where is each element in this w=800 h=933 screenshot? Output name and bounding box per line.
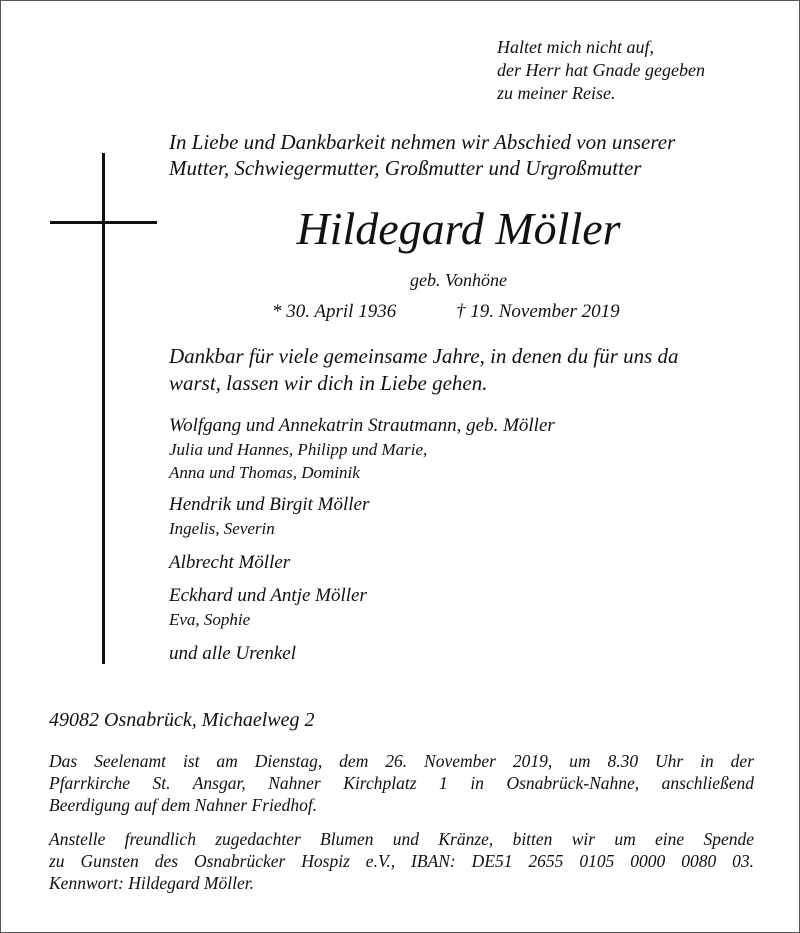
family-children: Julia und Hannes, Philipp und Marie, bbox=[169, 440, 428, 459]
motto-line: der Herr hat Gnade gegeben bbox=[497, 60, 705, 80]
donation-line: Anstelle freundlich zugedachter Blumen und Kränze, bitten wir um eine Spende bbox=[49, 829, 754, 849]
intro-text bbox=[169, 129, 675, 181]
family-name: Wolfgang und Annekatrin Strautmann, geb. Möller bbox=[169, 415, 555, 436]
family-children: Eva, Sophie bbox=[169, 610, 251, 629]
motto-verse bbox=[497, 36, 705, 105]
service-line: Beerdigung auf dem Nahner Friedhof. bbox=[49, 795, 318, 815]
mourners-list bbox=[169, 413, 555, 666]
intro-line: Mutter, Schwiegermutter, Großmutter und Urgroßmutter bbox=[169, 156, 642, 180]
motto-line: Haltet mich nicht auf, bbox=[497, 37, 654, 57]
deceased-name: Hildegard Möller bbox=[296, 203, 621, 254]
mourning-address: 49082 Osnabrück, Michaelweg 2 bbox=[49, 709, 315, 731]
farewell-text bbox=[169, 343, 679, 397]
family-name: Hendrik und Birgit Möller bbox=[169, 494, 370, 515]
family-name: Albrecht Möller bbox=[169, 552, 291, 573]
donation-line: zu Gunsten des Osnabrücker Hospiz e.V., IBAN: DE51 2655 0105 0000 0080 03. bbox=[49, 851, 754, 871]
birth-date: * 30. April 1936 bbox=[272, 301, 397, 322]
farewell-line: warst, lassen wir dich in Liebe gehen. bbox=[169, 371, 488, 395]
family-group bbox=[169, 492, 555, 540]
service-line: Das Seelenamt ist am Dienstag, dem 26. November 2019, um 8.30 Uhr in der bbox=[49, 751, 754, 771]
family-group bbox=[169, 550, 555, 575]
family-children: Anna und Thomas, Dominik bbox=[169, 463, 360, 482]
born-name: geb. Vonhöne bbox=[410, 270, 507, 290]
service-line: Pfarrkirche St. Ansgar, Nahner Kirchplatz 1 in Osnabrück-Nahne, anschließend bbox=[49, 773, 754, 793]
family-children: Ingelis, Severin bbox=[169, 519, 275, 538]
family-group bbox=[169, 413, 555, 484]
service-info bbox=[49, 750, 754, 816]
death-date: † 19. November 2019 bbox=[456, 301, 620, 322]
family-group bbox=[169, 641, 555, 666]
farewell-line: Dankbar für viele gemeinsame Jahre, in denen du für uns da bbox=[169, 344, 679, 368]
donation-info bbox=[49, 828, 754, 894]
family-name: und alle Urenkel bbox=[169, 643, 296, 664]
donation-line: Kennwort: Hildegard Möller. bbox=[49, 873, 254, 893]
motto-line: zu meiner Reise. bbox=[497, 83, 616, 103]
intro-line: In Liebe und Dankbarkeit nehmen wir Abschied von unserer bbox=[169, 130, 676, 154]
family-name: Eckhard und Antje Möller bbox=[169, 585, 367, 606]
family-group bbox=[169, 583, 555, 631]
